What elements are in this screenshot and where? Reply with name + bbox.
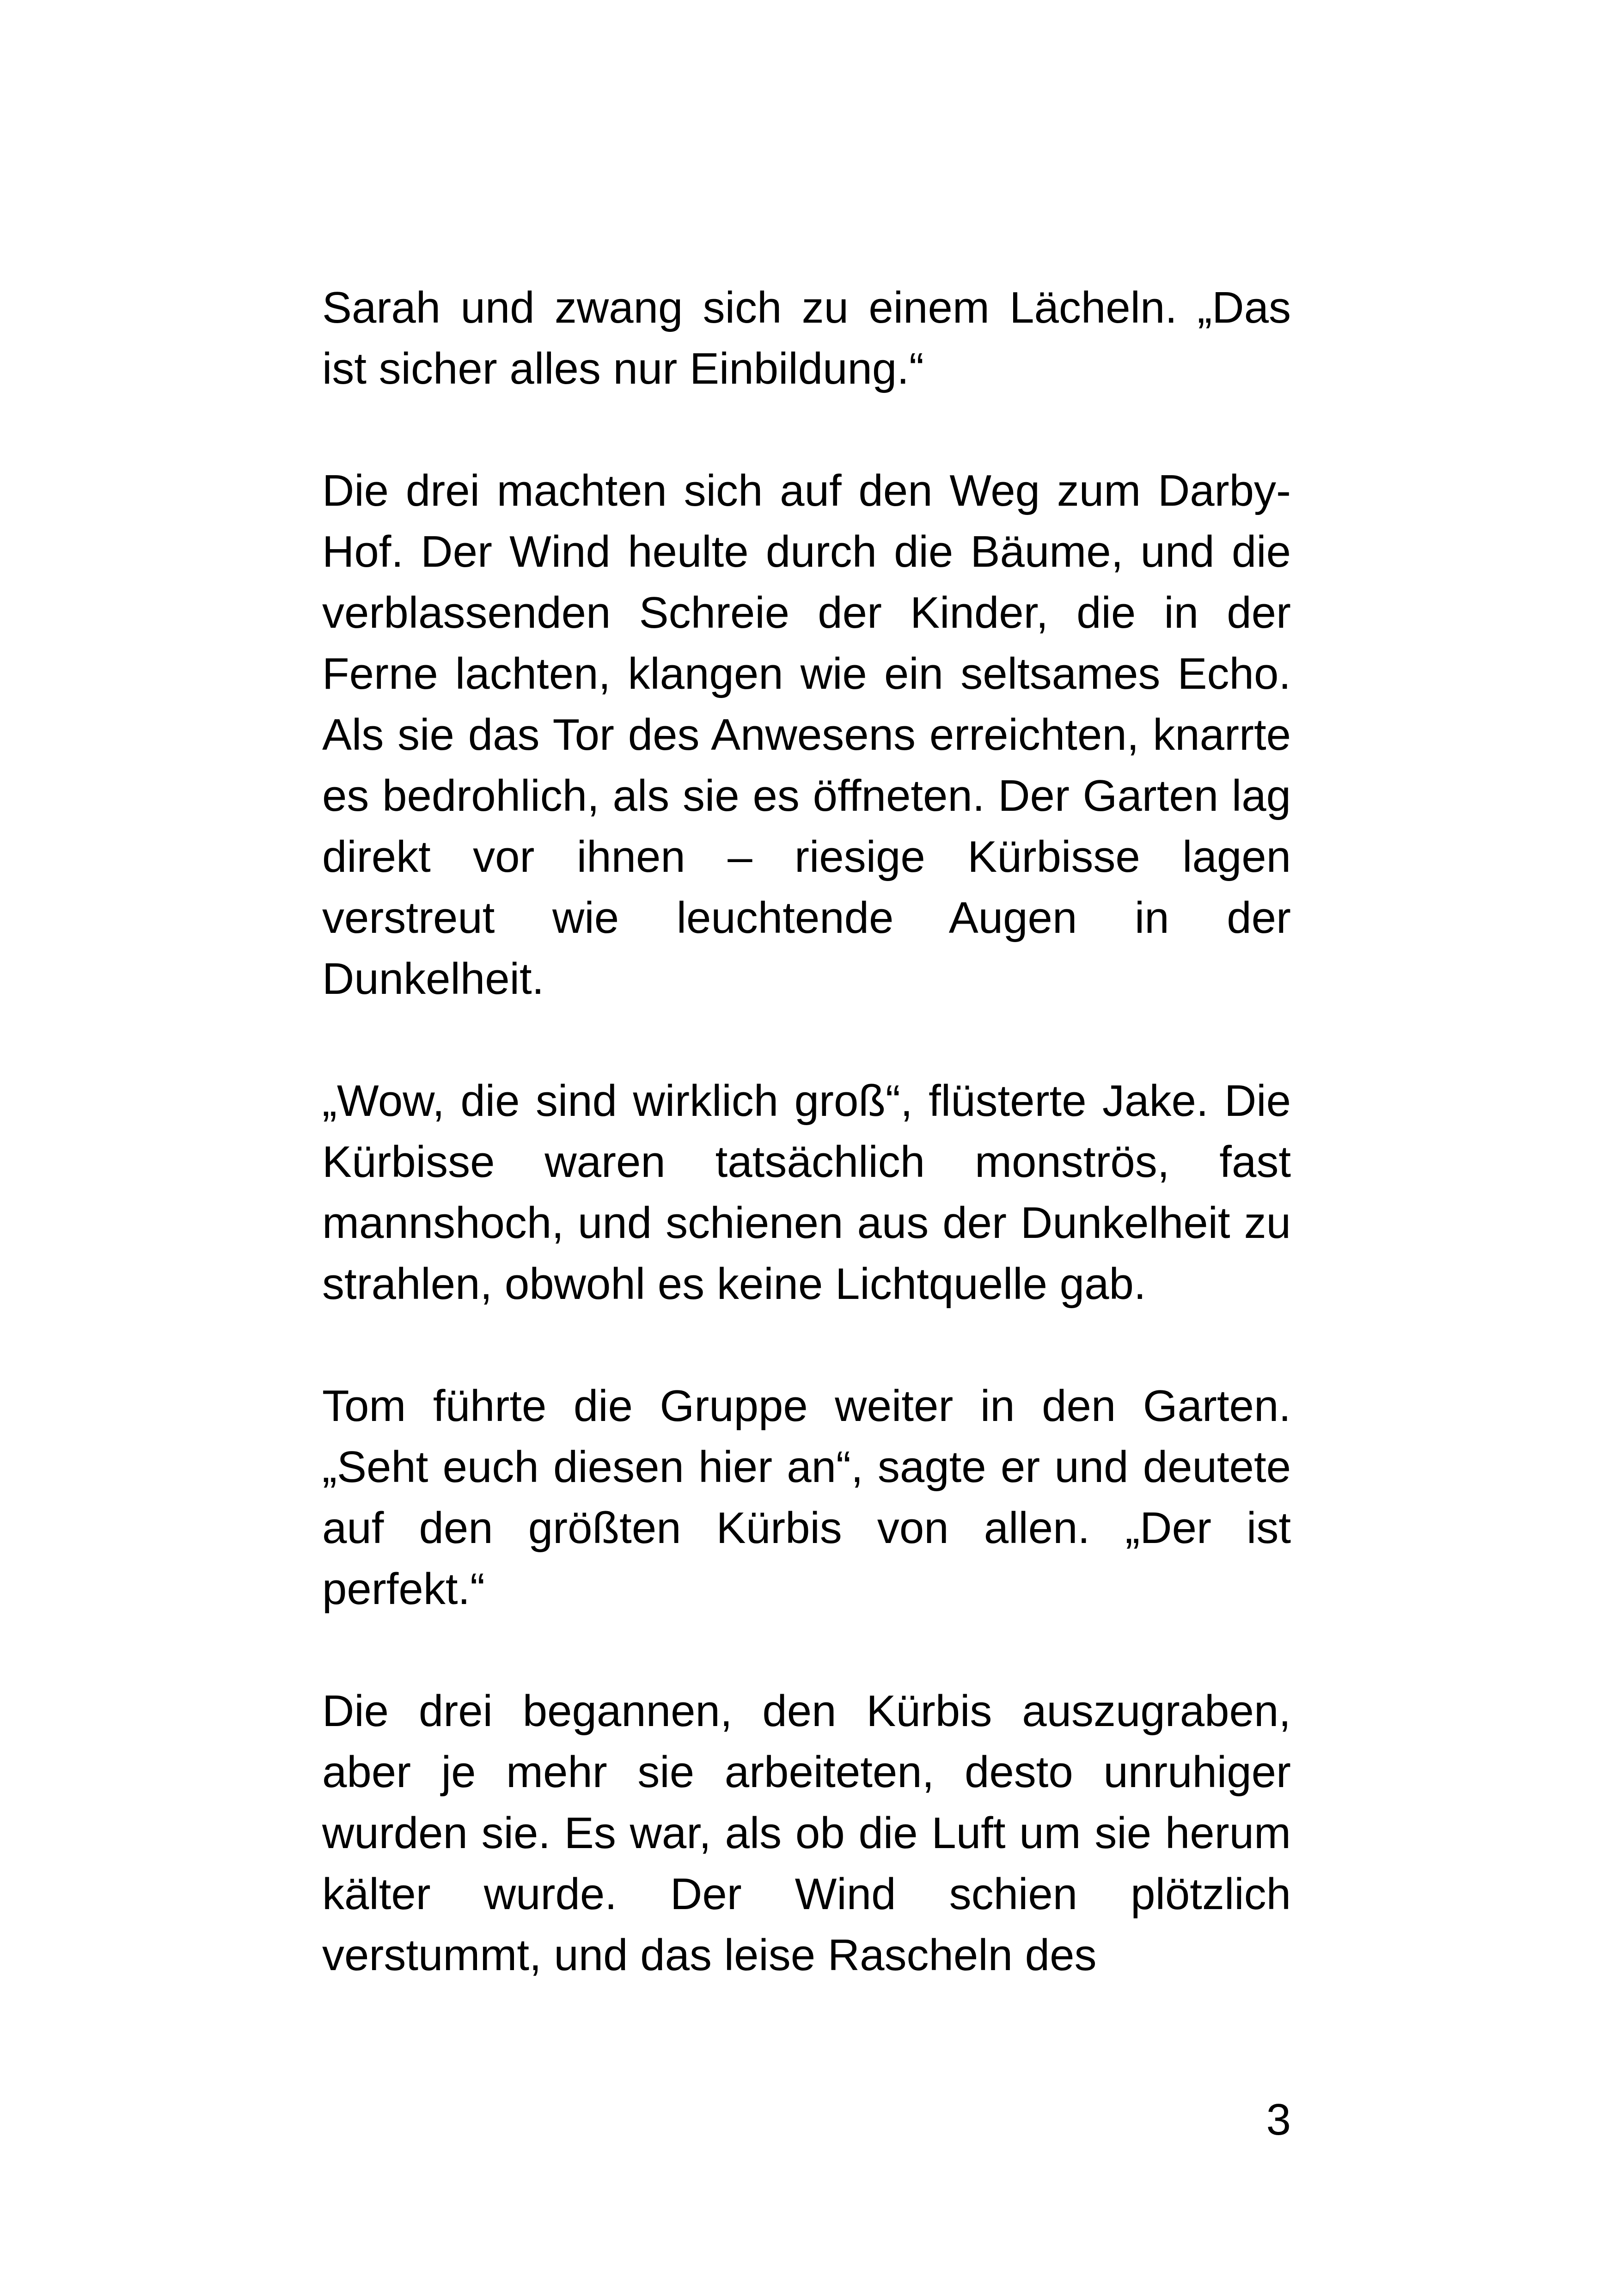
paragraph-2: Die drei machten sich auf den Weg zum Darby-Hof. Der Wind heulte durch die Bäume, und die verblassenden Schreie der Kinder, die in der Ferne lachten, klangen wie ein seltsames Echo. Als sie das Tor des Anwesens erreichten, knarrte es bedrohlich, als sie es öffneten. Der Garten lag direkt vor ihnen – riesige Kürbisse lagen verstreut wie leuchtende Augen in der Dunkelheit. <box>322 466 1291 1004</box>
paragraph-5: Die drei begannen, den Kürbis auszugraben, aber je mehr sie arbeiteten, desto unruhiger wurden sie. Es war, als ob die Luft um sie herum kälter wurde. Der Wind schien plötzlich verstummt, und das leise Rascheln des <box>322 1686 1291 1980</box>
page-number: 3 <box>1266 2095 1291 2144</box>
body-text <box>322 277 1291 1986</box>
paragraph-3: „Wow, die sind wirklich groß“, flüsterte Jake. Die Kürbisse waren tatsächlich monströs, fast mannshoch, und schienen aus der Dunkelheit zu strahlen, obwohl es keine Lichtquelle gab. <box>322 1076 1291 1309</box>
paragraph-4: Tom führte die Gruppe weiter in den Garten. „Seht euch diesen hier an“, sagte er und deutete auf den größten Kürbis von allen. „Der ist perfekt.“ <box>322 1381 1291 1614</box>
paragraph-1: Sarah und zwang sich zu einem Lächeln. „Das ist sicher alles nur Einbildung.“ <box>322 283 1291 393</box>
